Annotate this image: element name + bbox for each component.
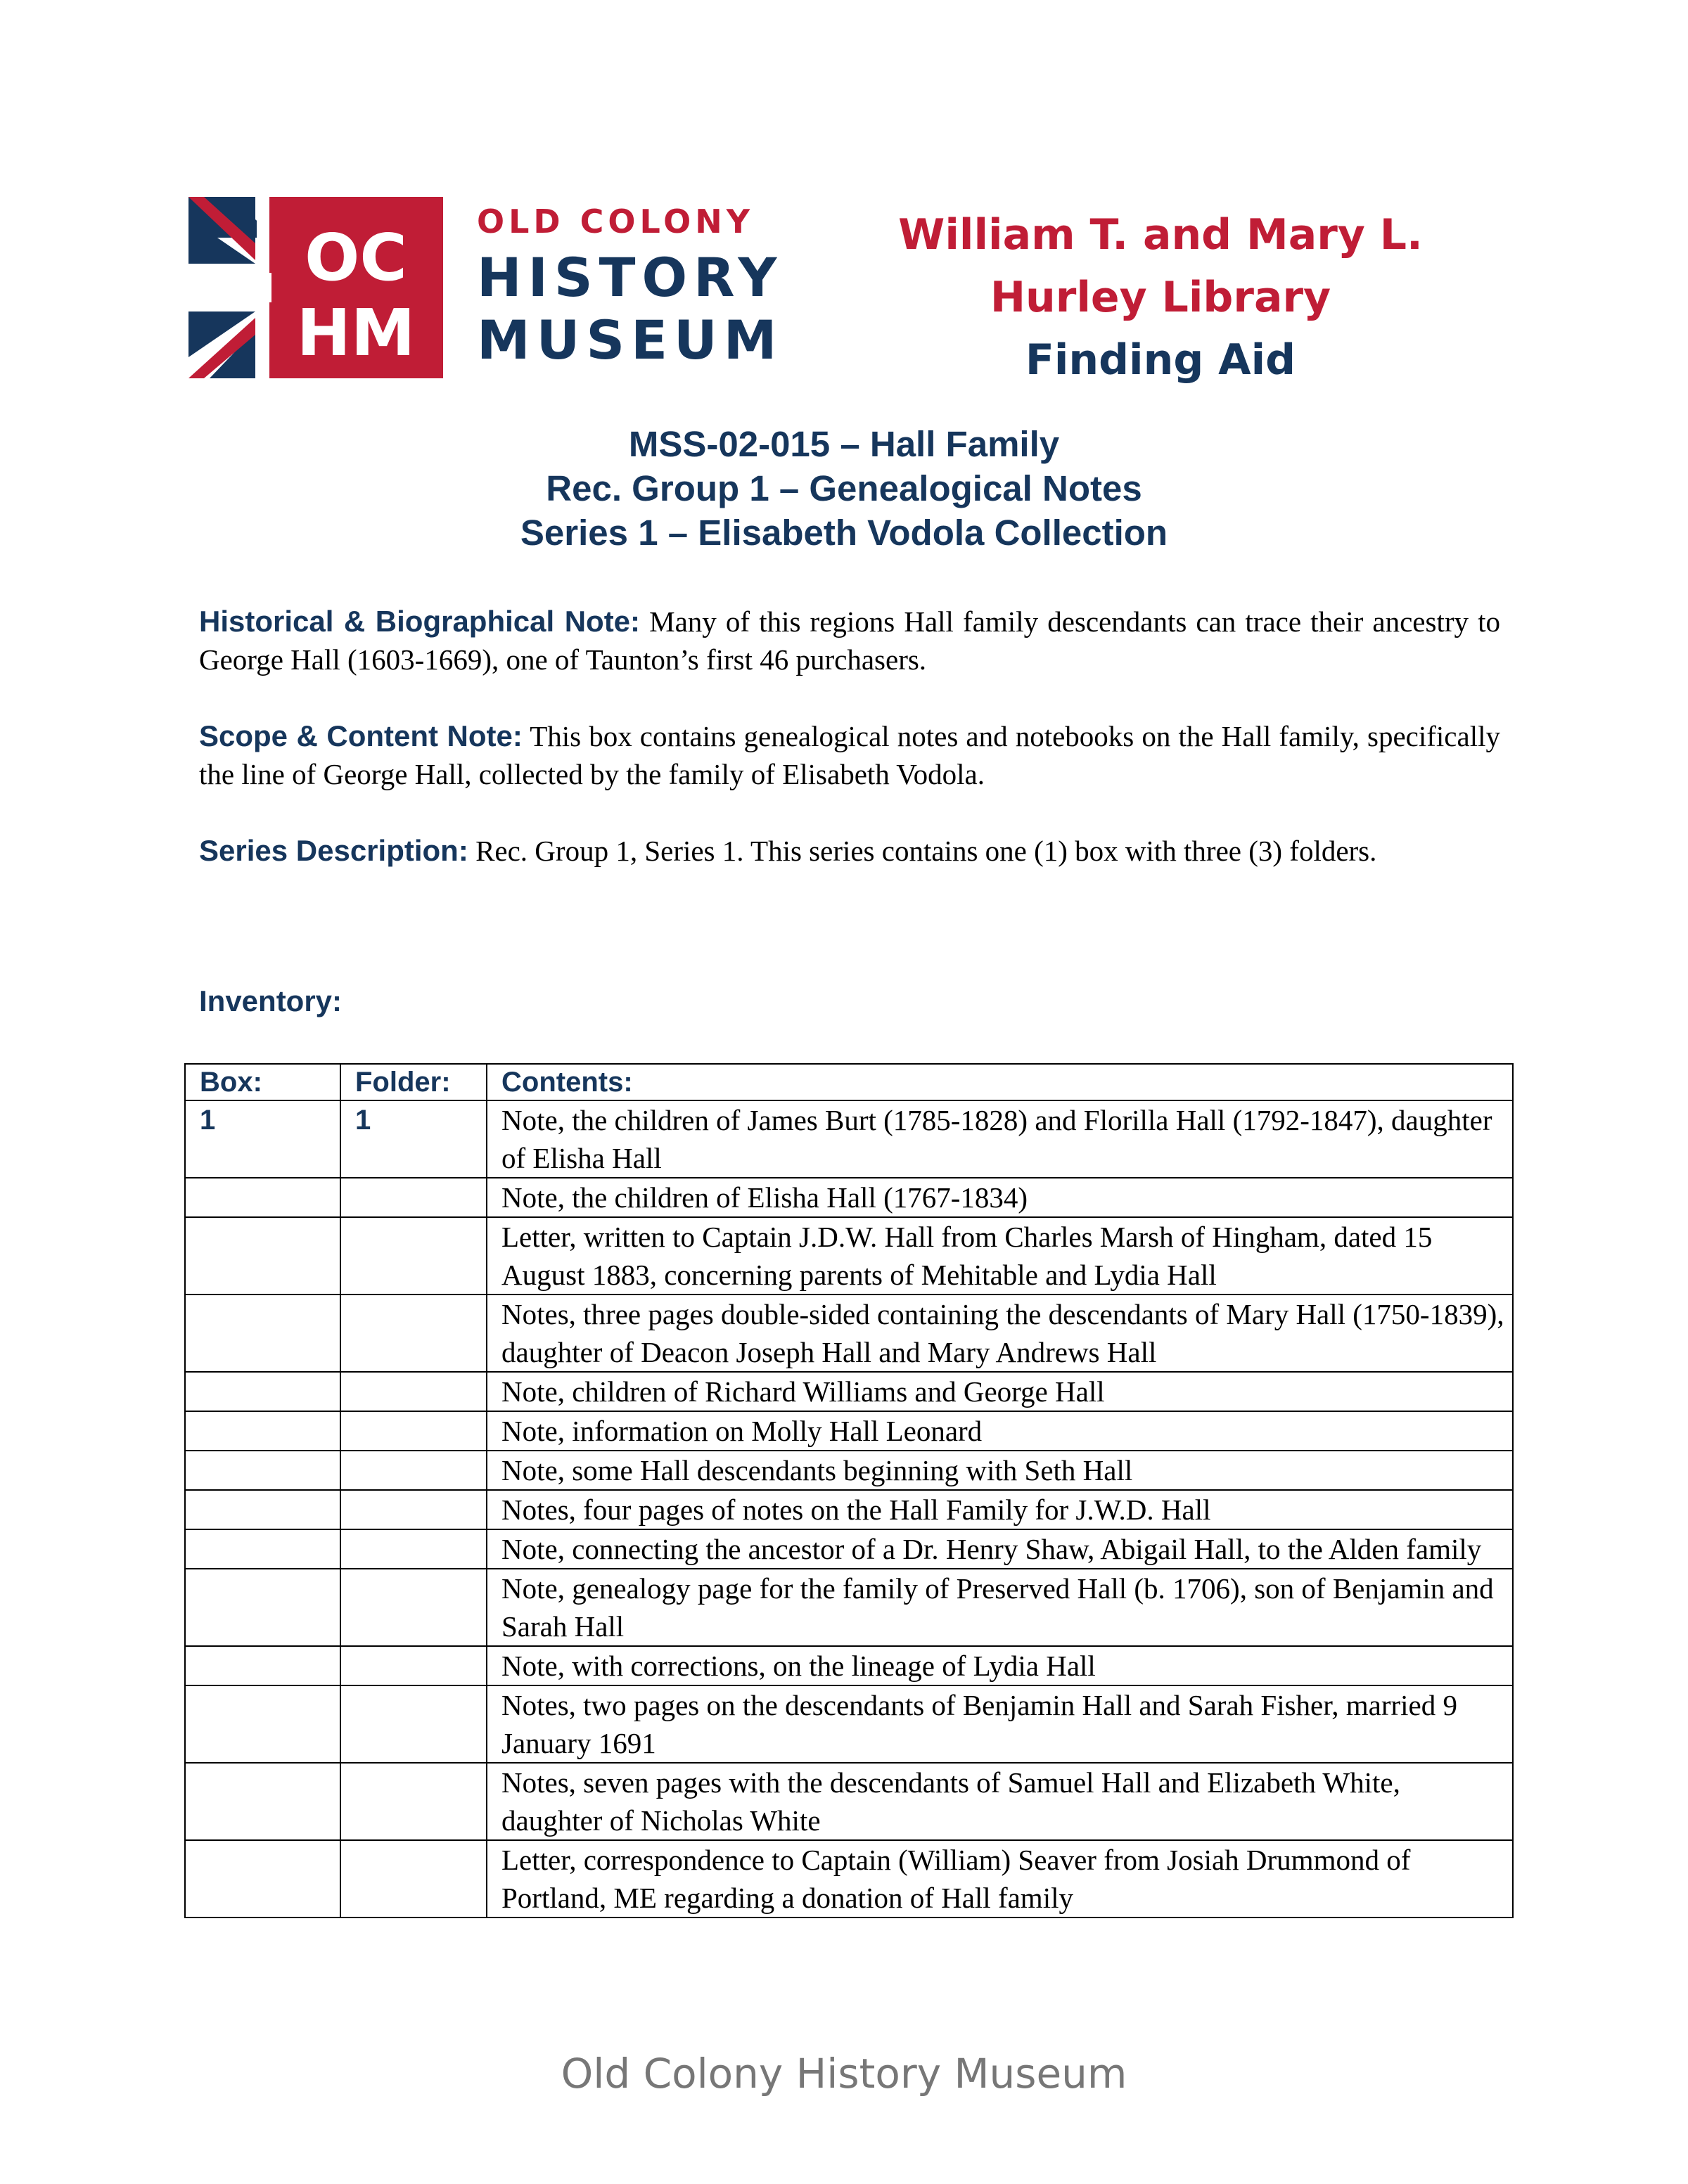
logo-line-history: HISTORY xyxy=(477,246,784,309)
cell-contents: Notes, two pages on the descendants of Benjamin Hall and Sarah Fisher, married 9 January 1691 xyxy=(487,1685,1513,1763)
table-row xyxy=(185,1646,1513,1685)
page-footer: Old Colony History Museum xyxy=(561,2050,1127,2098)
library-heading xyxy=(872,204,1449,392)
logo-wordmark xyxy=(477,197,807,378)
logo-monogram-top: OC xyxy=(305,220,407,295)
collection-id-title: MSS-02-015 – Hall Family xyxy=(628,424,1060,464)
table-row xyxy=(185,1840,1513,1918)
cell-box xyxy=(185,1411,340,1451)
cell-folder xyxy=(340,1646,487,1685)
cell-box xyxy=(185,1490,340,1529)
cell-folder xyxy=(340,1490,487,1529)
record-group-title: Rec. Group 1 – Genealogical Notes xyxy=(546,468,1142,508)
cell-box xyxy=(185,1178,340,1217)
cell-contents: Letter, correspondence to Captain (William) Seaver from Josiah Drummond of Portland, ME regarding a donation of Hall family xyxy=(487,1840,1513,1918)
cell-contents: Note, some Hall descendants beginning with Seth Hall xyxy=(487,1451,1513,1490)
table-row xyxy=(185,1411,1513,1451)
cell-folder xyxy=(340,1295,487,1372)
header-contents: Contents: xyxy=(487,1064,1513,1100)
table-row xyxy=(185,1490,1513,1529)
cell-folder xyxy=(340,1763,487,1840)
scope-note xyxy=(199,717,1500,793)
library-name-line2: Hurley Library xyxy=(990,273,1331,322)
finding-aid-label: Finding Aid xyxy=(1025,335,1296,385)
scope-note-text: This box contains genealogical notes and notebooks on the Hall family, specifically the line of George Hall, collected by the family of Elisabeth Vodola. xyxy=(199,720,1500,790)
series-title: Series 1 – Elisabeth Vodola Collection xyxy=(520,513,1168,553)
cell-box xyxy=(185,1217,340,1295)
cell-folder xyxy=(340,1840,487,1918)
historical-note-label: Historical & Biographical Note: xyxy=(199,605,641,638)
logo-monogram-bottom: HM xyxy=(296,295,416,371)
inventory-table xyxy=(184,1063,1514,1918)
cell-folder xyxy=(340,1529,487,1569)
library-name-line1: William T. and Mary L. xyxy=(898,210,1423,259)
cell-folder xyxy=(340,1451,487,1490)
cell-folder xyxy=(340,1685,487,1763)
series-description-text: Rec. Group 1, Series 1. This series contains one (1) box with three (3) folders. xyxy=(475,835,1377,867)
series-description xyxy=(199,832,1500,870)
table-row xyxy=(185,1685,1513,1763)
table-row xyxy=(185,1100,1513,1178)
table-row xyxy=(185,1569,1513,1646)
logo-line-museum: MUSEUM xyxy=(477,309,784,371)
cell-box xyxy=(185,1569,340,1646)
scope-note-label: Scope & Content Note: xyxy=(199,719,523,752)
cell-box xyxy=(185,1372,340,1411)
collection-titles xyxy=(141,422,1547,555)
table-row xyxy=(185,1295,1513,1372)
cell-folder: 1 xyxy=(340,1100,487,1178)
cell-box xyxy=(185,1529,340,1569)
cell-box xyxy=(185,1685,340,1763)
cell-contents: Notes, seven pages with the descendants of Samuel Hall and Elizabeth White, daughter of Nicholas White xyxy=(487,1763,1513,1840)
table-row xyxy=(185,1763,1513,1840)
table-row xyxy=(185,1451,1513,1490)
table-row xyxy=(185,1529,1513,1569)
cell-contents: Note, children of Richard Williams and George Hall xyxy=(487,1372,1513,1411)
cell-contents: Notes, three pages double-sided containing the descendants of Mary Hall (1750-1839), daughter of Deacon Joseph Hall and Mary Andrews Hall xyxy=(487,1295,1513,1372)
cell-contents: Note, the children of Elisha Hall (1767-1834) xyxy=(487,1178,1513,1217)
cell-box: 1 xyxy=(185,1100,340,1178)
cell-folder xyxy=(340,1217,487,1295)
historical-note-text: Many of this regions Hall family descendants can trace their ancestry to George Hall (1603-1669), one of Taunton’s first 46 purchasers. xyxy=(199,605,1501,676)
cell-contents: Note, the children of James Burt (1785-1828) and Florilla Hall (1792-1847), daughter of Elisha Hall xyxy=(487,1100,1513,1178)
table-row xyxy=(185,1178,1513,1217)
inventory-heading: Inventory: xyxy=(199,984,343,1017)
series-description-label: Series Description: xyxy=(199,834,468,867)
table-header-row xyxy=(185,1064,1513,1100)
cell-folder xyxy=(340,1178,487,1217)
cell-contents: Note, information on Molly Hall Leonard xyxy=(487,1411,1513,1451)
museum-logo xyxy=(188,197,807,378)
cell-contents: Letter, written to Captain J.D.W. Hall from Charles Marsh of Hingham, dated 15 August 1883, concerning parents of Mehitable and Lydia Hall xyxy=(487,1217,1513,1295)
historical-note xyxy=(199,603,1500,679)
union-jack-logo-mark xyxy=(188,197,443,378)
cell-folder xyxy=(340,1411,487,1451)
cell-folder xyxy=(340,1372,487,1411)
cell-box xyxy=(185,1295,340,1372)
cell-box xyxy=(185,1451,340,1490)
cell-box xyxy=(185,1840,340,1918)
cell-box xyxy=(185,1763,340,1840)
cell-contents: Note, with corrections, on the lineage of Lydia Hall xyxy=(487,1646,1513,1685)
cell-contents: Note, genealogy page for the family of Preserved Hall (b. 1706), son of Benjamin and Sarah Hall xyxy=(487,1569,1513,1646)
logo-line-old-colony: OLD COLONY xyxy=(477,203,755,240)
cell-folder xyxy=(340,1569,487,1646)
table-row xyxy=(185,1217,1513,1295)
header-folder: Folder: xyxy=(340,1064,487,1100)
cell-box xyxy=(185,1646,340,1685)
header-box: Box: xyxy=(185,1064,340,1100)
table-row xyxy=(185,1372,1513,1411)
cell-contents: Note, connecting the ancestor of a Dr. Henry Shaw, Abigail Hall, to the Alden family xyxy=(487,1529,1513,1569)
cell-contents: Notes, four pages of notes on the Hall Family for J.W.D. Hall xyxy=(487,1490,1513,1529)
